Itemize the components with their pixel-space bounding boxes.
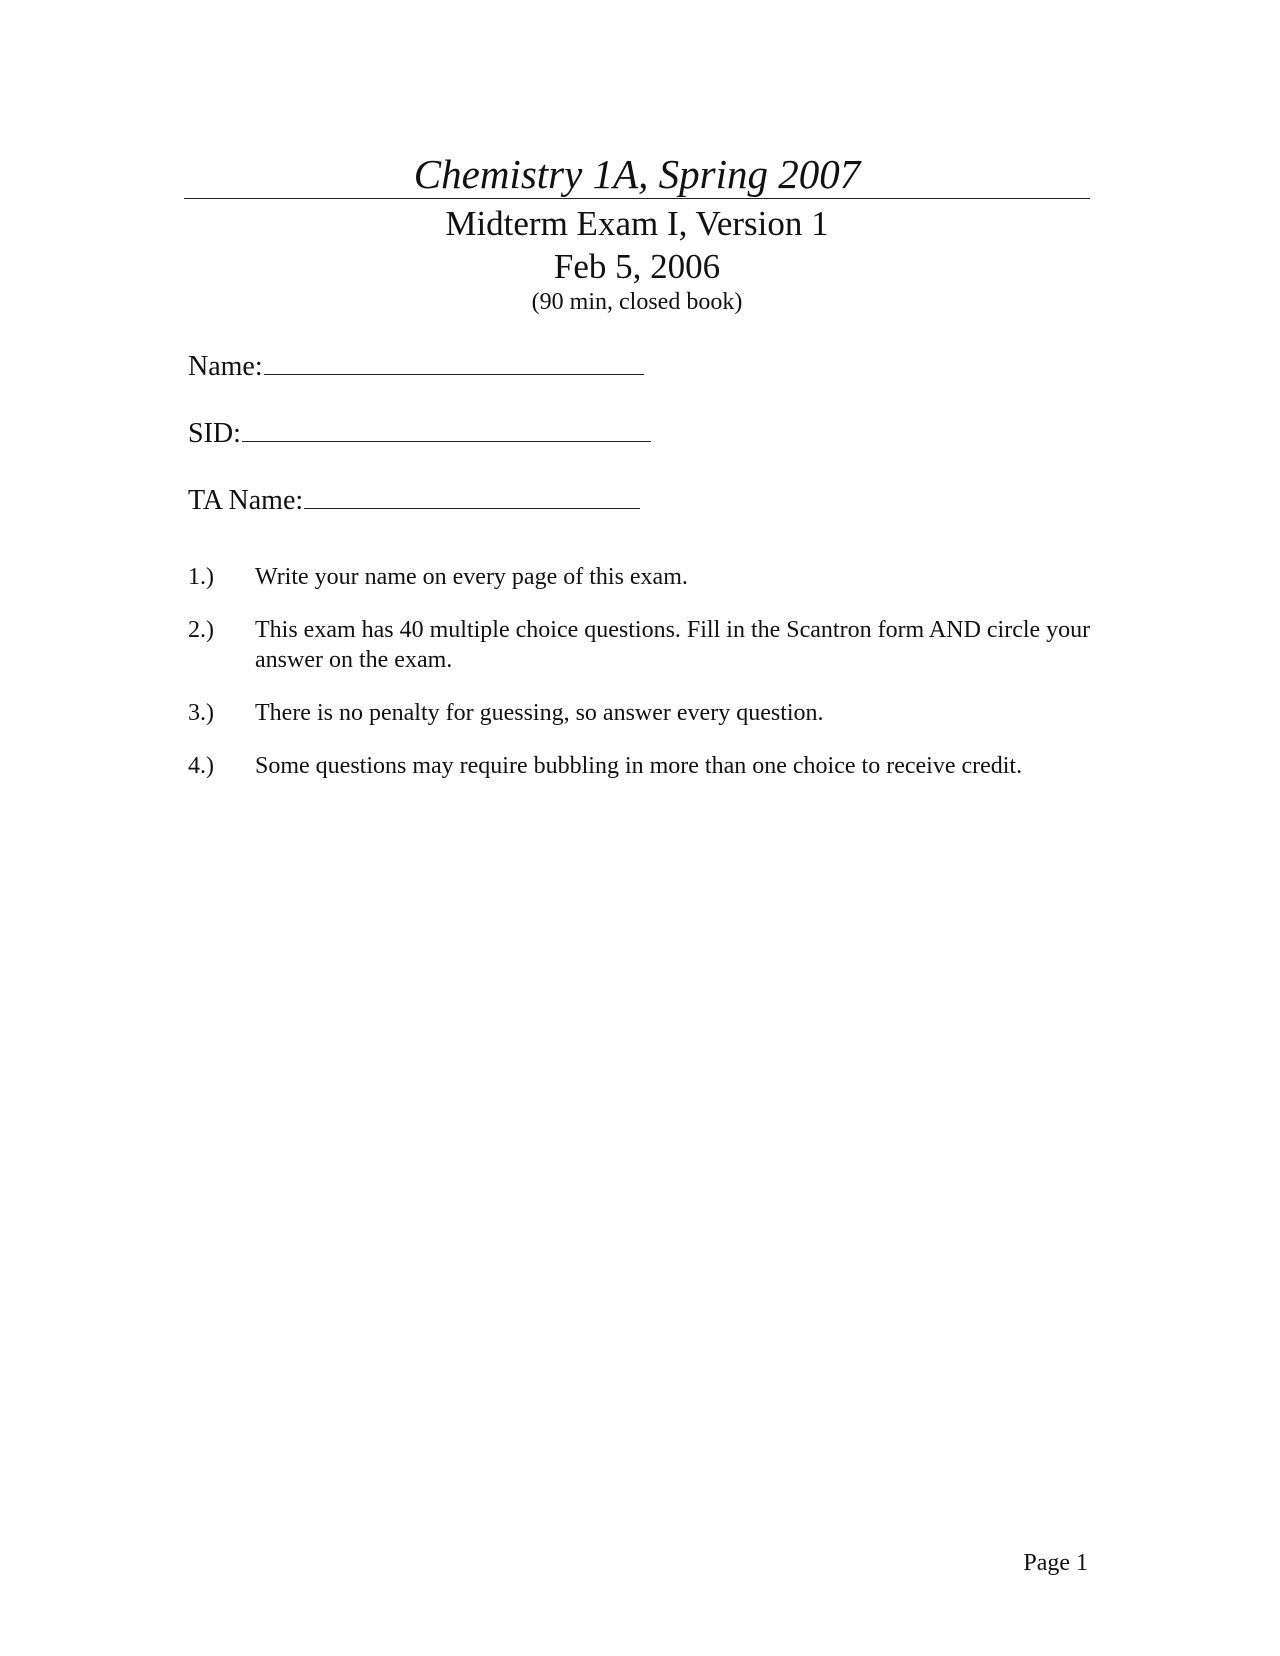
name-field (188, 350, 644, 384)
instruction-text: There is no penalty for guessing, so answer every question. (255, 700, 824, 726)
instruction-item (188, 562, 1098, 592)
ta-name-label: TA Name: (188, 485, 304, 516)
exam-conditions: (90 min, closed book) (531, 289, 743, 315)
instruction-text: Write your name on every page of this exam. (255, 564, 688, 590)
instructions-list (188, 562, 1098, 804)
instruction-number: 2.) (188, 617, 214, 643)
instruction-number: 1.) (188, 564, 214, 590)
instruction-number: 4.) (188, 753, 214, 779)
title-divider (184, 198, 1090, 199)
instruction-number: 3.) (188, 700, 214, 726)
instruction-item (188, 615, 1098, 675)
course-title: Chemistry 1A, Spring 2007 (413, 151, 861, 197)
exam-title: Midterm Exam I, Version 1 (445, 204, 829, 243)
instruction-text: Some questions may require bubbling in more than one choice to receive credit. (255, 753, 1023, 779)
instruction-item (188, 698, 1098, 728)
sid-label: SID: (188, 418, 241, 449)
name-blank-line[interactable] (264, 350, 644, 375)
exam-date: Feb 5, 2006 (553, 247, 721, 286)
instruction-text: This exam has 40 multiple choice questions. Fill in the Scantron form AND circle your answer on the exam. (255, 617, 1091, 673)
page-number: Page 1 (1023, 1550, 1088, 1576)
sid-blank-line[interactable] (242, 417, 651, 442)
ta-name-field (188, 484, 640, 518)
sid-field (188, 417, 651, 451)
name-label: Name: (188, 351, 263, 382)
ta-name-blank-line[interactable] (304, 484, 640, 509)
instruction-item (188, 751, 1098, 781)
